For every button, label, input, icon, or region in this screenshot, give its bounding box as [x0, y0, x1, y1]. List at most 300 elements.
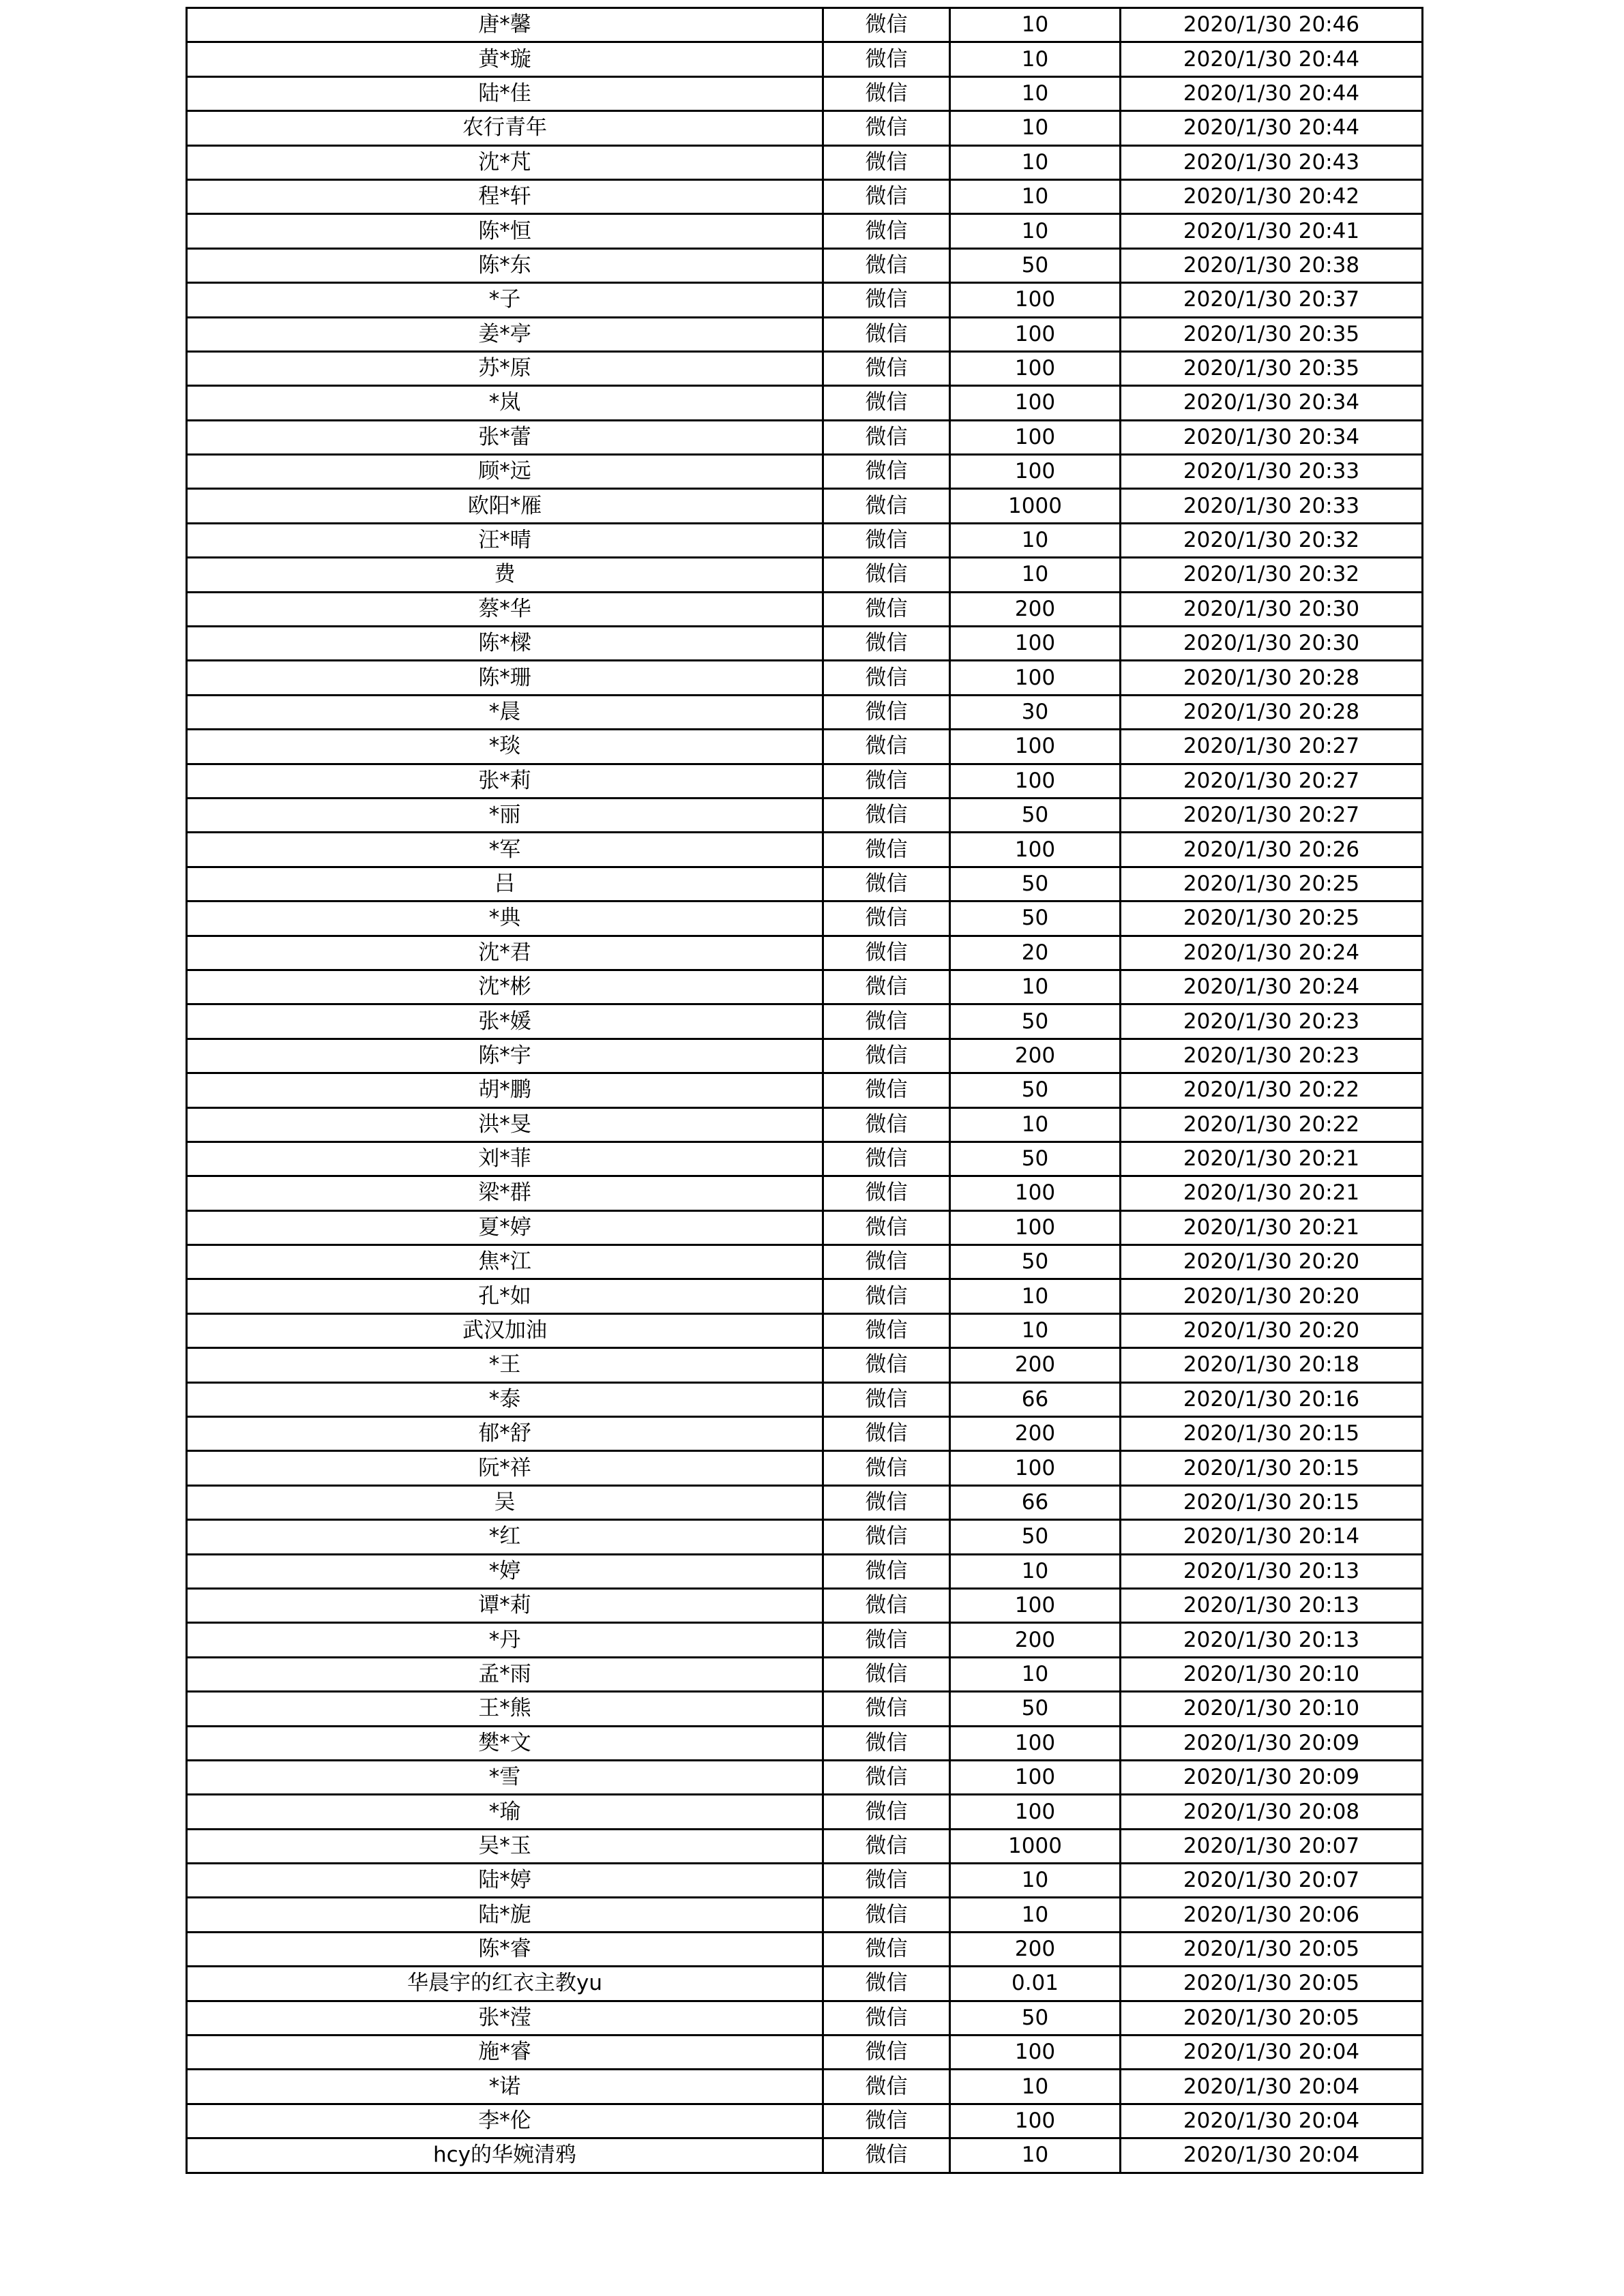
timestamp-cell: 2020/1/30 20:27 [1121, 764, 1423, 798]
amount-cell: 100 [950, 1726, 1121, 1760]
amount-cell: 200 [950, 1348, 1121, 1382]
payment-method-cell: 微信 [823, 1451, 950, 1485]
payment-method-cell: 微信 [823, 901, 950, 936]
donor-name-cell: 程*轩 [187, 179, 823, 213]
amount-cell: 10 [950, 970, 1121, 1004]
payment-method-cell: 微信 [823, 1520, 950, 1554]
table-row [187, 1898, 1423, 1932]
table-row [187, 1657, 1423, 1691]
timestamp-cell: 2020/1/30 20:32 [1121, 523, 1423, 557]
table-row [187, 1623, 1423, 1657]
amount-cell: 100 [950, 386, 1121, 420]
donor-name-cell: 陈*宇 [187, 1039, 823, 1073]
amount-cell: 10 [950, 1657, 1121, 1691]
donor-name-cell: 张*莉 [187, 764, 823, 798]
donor-name-cell: *丹 [187, 1623, 823, 1657]
amount-cell: 50 [950, 1245, 1121, 1279]
donor-name-cell: 沈*君 [187, 936, 823, 970]
timestamp-cell: 2020/1/30 20:22 [1121, 1107, 1423, 1142]
payment-method-cell: 微信 [823, 1313, 950, 1347]
donor-name-cell: 吴 [187, 1485, 823, 1519]
timestamp-cell: 2020/1/30 20:25 [1121, 901, 1423, 936]
amount-cell: 200 [950, 1932, 1121, 1966]
donor-name-cell: 谭*莉 [187, 1588, 823, 1622]
payment-method-cell: 微信 [823, 2070, 950, 2104]
timestamp-cell: 2020/1/30 20:14 [1121, 1520, 1423, 1554]
amount-cell: 20 [950, 936, 1121, 970]
timestamp-cell: 2020/1/30 20:04 [1121, 2036, 1423, 2070]
table-row [187, 489, 1423, 523]
donor-name-cell: 夏*婷 [187, 1210, 823, 1244]
table-row [187, 970, 1423, 1004]
amount-cell: 10 [950, 76, 1121, 110]
timestamp-cell: 2020/1/30 20:22 [1121, 1073, 1423, 1107]
amount-cell: 100 [950, 283, 1121, 317]
payment-method-cell: 微信 [823, 317, 950, 351]
table-row [187, 695, 1423, 729]
amount-cell: 10 [950, 1279, 1121, 1313]
table-row [187, 1829, 1423, 1863]
timestamp-cell: 2020/1/30 20:21 [1121, 1142, 1423, 1176]
payment-method-cell: 微信 [823, 1967, 950, 2001]
donor-name-cell: 阮*祥 [187, 1451, 823, 1485]
table-row [187, 1210, 1423, 1244]
payment-method-cell: 微信 [823, 1864, 950, 1898]
timestamp-cell: 2020/1/30 20:27 [1121, 798, 1423, 832]
amount-cell: 200 [950, 1039, 1121, 1073]
donor-name-cell: hcy的华婉清鸦 [187, 2138, 823, 2173]
table-row [187, 1760, 1423, 1794]
amount-cell: 50 [950, 867, 1121, 901]
table-row [187, 351, 1423, 385]
timestamp-cell: 2020/1/30 20:33 [1121, 455, 1423, 489]
amount-cell: 100 [950, 351, 1121, 385]
donor-name-cell: 陆*婷 [187, 1864, 823, 1898]
payment-method-cell: 微信 [823, 42, 950, 76]
amount-cell: 10 [950, 111, 1121, 145]
amount-cell: 66 [950, 1485, 1121, 1519]
payment-method-cell: 微信 [823, 970, 950, 1004]
table-row [187, 1382, 1423, 1416]
amount-cell: 200 [950, 592, 1121, 626]
donor-name-cell: 孔*如 [187, 1279, 823, 1313]
timestamp-cell: 2020/1/30 20:42 [1121, 179, 1423, 213]
payment-method-cell: 微信 [823, 1142, 950, 1176]
table-row [187, 1864, 1423, 1898]
timestamp-cell: 2020/1/30 20:43 [1121, 145, 1423, 179]
amount-cell: 200 [950, 1417, 1121, 1451]
donor-name-cell: *王 [187, 1348, 823, 1382]
payment-method-cell: 微信 [823, 351, 950, 385]
payment-method-cell: 微信 [823, 1245, 950, 1279]
table-row [187, 1795, 1423, 1829]
table-row [187, 214, 1423, 248]
payment-method-cell: 微信 [823, 1004, 950, 1039]
timestamp-cell: 2020/1/30 20:05 [1121, 1967, 1423, 2001]
payment-method-cell: 微信 [823, 2001, 950, 2035]
donor-name-cell: *瑜 [187, 1795, 823, 1829]
donor-name-cell: 苏*原 [187, 351, 823, 385]
donor-name-cell: 焦*江 [187, 1245, 823, 1279]
payment-method-cell: 微信 [823, 627, 950, 661]
table-row [187, 936, 1423, 970]
donor-name-cell: 李*伦 [187, 2104, 823, 2138]
amount-cell: 1000 [950, 489, 1121, 523]
table-row [187, 386, 1423, 420]
amount-cell: 200 [950, 1623, 1121, 1657]
table-row [187, 1313, 1423, 1347]
donor-name-cell: *诺 [187, 2070, 823, 2104]
timestamp-cell: 2020/1/30 20:34 [1121, 420, 1423, 454]
amount-cell: 100 [950, 2104, 1121, 2138]
timestamp-cell: 2020/1/30 20:04 [1121, 2138, 1423, 2173]
table-row [187, 283, 1423, 317]
timestamp-cell: 2020/1/30 20:44 [1121, 42, 1423, 76]
timestamp-cell: 2020/1/30 20:09 [1121, 1760, 1423, 1794]
donor-name-cell: 费 [187, 558, 823, 592]
timestamp-cell: 2020/1/30 20:15 [1121, 1485, 1423, 1519]
table-row [187, 901, 1423, 936]
timestamp-cell: 2020/1/30 20:09 [1121, 1726, 1423, 1760]
payment-method-cell: 微信 [823, 1829, 950, 1863]
timestamp-cell: 2020/1/30 20:15 [1121, 1451, 1423, 1485]
table-row [187, 76, 1423, 110]
timestamp-cell: 2020/1/30 20:26 [1121, 833, 1423, 867]
timestamp-cell: 2020/1/30 20:07 [1121, 1829, 1423, 1863]
amount-cell: 10 [950, 2138, 1121, 2173]
payment-method-cell: 微信 [823, 936, 950, 970]
donor-name-cell: *琰 [187, 730, 823, 764]
amount-cell: 1000 [950, 1829, 1121, 1863]
table-row [187, 833, 1423, 867]
timestamp-cell: 2020/1/30 20:27 [1121, 730, 1423, 764]
donor-name-cell: 黄*璇 [187, 42, 823, 76]
donor-name-cell: 陆*旎 [187, 1898, 823, 1932]
payment-method-cell: 微信 [823, 1760, 950, 1794]
table-row [187, 592, 1423, 626]
donor-name-cell: 沈*彬 [187, 970, 823, 1004]
table-row [187, 2138, 1423, 2173]
donor-name-cell: 陈*樑 [187, 627, 823, 661]
donor-name-cell: 施*睿 [187, 2036, 823, 2070]
amount-cell: 0.01 [950, 1967, 1121, 2001]
timestamp-cell: 2020/1/30 20:34 [1121, 386, 1423, 420]
amount-cell: 30 [950, 695, 1121, 729]
donor-name-cell: *婷 [187, 1554, 823, 1588]
payment-method-cell: 微信 [823, 1898, 950, 1932]
amount-cell: 10 [950, 145, 1121, 179]
timestamp-cell: 2020/1/30 20:10 [1121, 1692, 1423, 1726]
donor-name-cell: *军 [187, 833, 823, 867]
payment-method-cell: 微信 [823, 1795, 950, 1829]
donor-name-cell: 顾*远 [187, 455, 823, 489]
payment-method-cell: 微信 [823, 145, 950, 179]
payment-method-cell: 微信 [823, 420, 950, 454]
donor-name-cell: 欧阳*雁 [187, 489, 823, 523]
timestamp-cell: 2020/1/30 20:33 [1121, 489, 1423, 523]
payment-method-cell: 微信 [823, 558, 950, 592]
payment-method-cell: 微信 [823, 1692, 950, 1726]
table-row [187, 1245, 1423, 1279]
donor-name-cell: *典 [187, 901, 823, 936]
timestamp-cell: 2020/1/30 20:25 [1121, 867, 1423, 901]
timestamp-cell: 2020/1/30 20:18 [1121, 1348, 1423, 1382]
donor-name-cell: 陈*珊 [187, 661, 823, 695]
table-row [187, 1588, 1423, 1622]
timestamp-cell: 2020/1/30 20:04 [1121, 2070, 1423, 2104]
timestamp-cell: 2020/1/30 20:10 [1121, 1657, 1423, 1691]
timestamp-cell: 2020/1/30 20:13 [1121, 1588, 1423, 1622]
payment-method-cell: 微信 [823, 111, 950, 145]
donor-name-cell: 姜*亭 [187, 317, 823, 351]
donor-name-cell: 武汉加油 [187, 1313, 823, 1347]
table-row [187, 145, 1423, 179]
donor-name-cell: *子 [187, 283, 823, 317]
payment-method-cell: 微信 [823, 386, 950, 420]
payment-method-cell: 微信 [823, 798, 950, 832]
table-row [187, 179, 1423, 213]
amount-cell: 100 [950, 1176, 1121, 1210]
payment-method-cell: 微信 [823, 1657, 950, 1691]
payment-method-cell: 微信 [823, 695, 950, 729]
payment-method-cell: 微信 [823, 1039, 950, 1073]
table-row [187, 2036, 1423, 2070]
timestamp-cell: 2020/1/30 20:21 [1121, 1176, 1423, 1210]
donor-name-cell: 农行青年 [187, 111, 823, 145]
timestamp-cell: 2020/1/30 20:24 [1121, 936, 1423, 970]
amount-cell: 10 [950, 1898, 1121, 1932]
timestamp-cell: 2020/1/30 20:44 [1121, 76, 1423, 110]
amount-cell: 100 [950, 455, 1121, 489]
timestamp-cell: 2020/1/30 20:24 [1121, 970, 1423, 1004]
timestamp-cell: 2020/1/30 20:35 [1121, 317, 1423, 351]
table-row [187, 8, 1423, 42]
donor-name-cell: 孟*雨 [187, 1657, 823, 1691]
table-body [187, 8, 1423, 2173]
amount-cell: 50 [950, 1520, 1121, 1554]
payment-method-cell: 微信 [823, 1623, 950, 1657]
payment-method-cell: 微信 [823, 283, 950, 317]
amount-cell: 10 [950, 2070, 1121, 2104]
payment-method-cell: 微信 [823, 592, 950, 626]
table-row [187, 1279, 1423, 1313]
amount-cell: 100 [950, 1795, 1121, 1829]
amount-cell: 50 [950, 798, 1121, 832]
payment-method-cell: 微信 [823, 867, 950, 901]
amount-cell: 50 [950, 1073, 1121, 1107]
donor-name-cell: 汪*晴 [187, 523, 823, 557]
donor-name-cell: 郁*舒 [187, 1417, 823, 1451]
table-row [187, 1485, 1423, 1519]
timestamp-cell: 2020/1/30 20:44 [1121, 111, 1423, 145]
timestamp-cell: 2020/1/30 20:20 [1121, 1279, 1423, 1313]
donor-name-cell: 梁*群 [187, 1176, 823, 1210]
amount-cell: 50 [950, 248, 1121, 282]
amount-cell: 10 [950, 1313, 1121, 1347]
payment-method-cell: 微信 [823, 764, 950, 798]
table-row [187, 1520, 1423, 1554]
donor-name-cell: 王*熊 [187, 1692, 823, 1726]
payment-method-cell: 微信 [823, 214, 950, 248]
payment-method-cell: 微信 [823, 1932, 950, 1966]
donor-name-cell: 胡*鹏 [187, 1073, 823, 1107]
timestamp-cell: 2020/1/30 20:15 [1121, 1417, 1423, 1451]
amount-cell: 10 [950, 523, 1121, 557]
timestamp-cell: 2020/1/30 20:13 [1121, 1623, 1423, 1657]
payment-method-cell: 微信 [823, 1210, 950, 1244]
table-row [187, 1348, 1423, 1382]
table-row [187, 627, 1423, 661]
donor-name-cell: 陈*恒 [187, 214, 823, 248]
amount-cell: 100 [950, 1210, 1121, 1244]
payment-method-cell: 微信 [823, 489, 950, 523]
table-row [187, 764, 1423, 798]
timestamp-cell: 2020/1/30 20:13 [1121, 1554, 1423, 1588]
amount-cell: 10 [950, 214, 1121, 248]
timestamp-cell: 2020/1/30 20:37 [1121, 283, 1423, 317]
amount-cell: 100 [950, 1588, 1121, 1622]
payment-method-cell: 微信 [823, 2036, 950, 2070]
amount-cell: 100 [950, 1760, 1121, 1794]
amount-cell: 66 [950, 1382, 1121, 1416]
payment-method-cell: 微信 [823, 1726, 950, 1760]
table-row [187, 523, 1423, 557]
donor-name-cell: *泰 [187, 1382, 823, 1416]
table-row [187, 1142, 1423, 1176]
payment-method-cell: 微信 [823, 455, 950, 489]
payment-method-cell: 微信 [823, 730, 950, 764]
amount-cell: 100 [950, 730, 1121, 764]
payment-method-cell: 微信 [823, 1485, 950, 1519]
timestamp-cell: 2020/1/30 20:38 [1121, 248, 1423, 282]
payment-method-cell: 微信 [823, 8, 950, 42]
payment-method-cell: 微信 [823, 1588, 950, 1622]
table-row [187, 1451, 1423, 1485]
timestamp-cell: 2020/1/30 20:06 [1121, 1898, 1423, 1932]
amount-cell: 100 [950, 317, 1121, 351]
timestamp-cell: 2020/1/30 20:20 [1121, 1245, 1423, 1279]
table-row [187, 1554, 1423, 1588]
table-row [187, 1107, 1423, 1142]
table-row [187, 1967, 1423, 2001]
table-row [187, 317, 1423, 351]
donor-name-cell: 樊*文 [187, 1726, 823, 1760]
table-row [187, 1692, 1423, 1726]
donation-table [186, 7, 1423, 2174]
payment-method-cell: 微信 [823, 2104, 950, 2138]
table-row [187, 2104, 1423, 2138]
amount-cell: 10 [950, 558, 1121, 592]
table-row [187, 1726, 1423, 1760]
donor-name-cell: 唐*馨 [187, 8, 823, 42]
donor-name-cell: 张*滢 [187, 2001, 823, 2035]
payment-method-cell: 微信 [823, 1554, 950, 1588]
donor-name-cell: 陈*东 [187, 248, 823, 282]
timestamp-cell: 2020/1/30 20:30 [1121, 592, 1423, 626]
donor-name-cell: *丽 [187, 798, 823, 832]
amount-cell: 100 [950, 764, 1121, 798]
timestamp-cell: 2020/1/30 20:20 [1121, 1313, 1423, 1347]
donor-name-cell: *岚 [187, 386, 823, 420]
payment-method-cell: 微信 [823, 2138, 950, 2173]
timestamp-cell: 2020/1/30 20:32 [1121, 558, 1423, 592]
timestamp-cell: 2020/1/30 20:28 [1121, 695, 1423, 729]
table-row [187, 558, 1423, 592]
amount-cell: 10 [950, 179, 1121, 213]
table-row [187, 1932, 1423, 1966]
donor-name-cell: 蔡*华 [187, 592, 823, 626]
timestamp-cell: 2020/1/30 20:23 [1121, 1039, 1423, 1073]
timestamp-cell: 2020/1/30 20:28 [1121, 661, 1423, 695]
donor-name-cell: 张*蕾 [187, 420, 823, 454]
table-row [187, 661, 1423, 695]
table-row [187, 2001, 1423, 2035]
timestamp-cell: 2020/1/30 20:04 [1121, 2104, 1423, 2138]
timestamp-cell: 2020/1/30 20:21 [1121, 1210, 1423, 1244]
table-row [187, 1004, 1423, 1039]
table-row [187, 248, 1423, 282]
payment-method-cell: 微信 [823, 833, 950, 867]
donor-name-cell: 洪*旻 [187, 1107, 823, 1142]
table-row [187, 111, 1423, 145]
amount-cell: 100 [950, 833, 1121, 867]
payment-method-cell: 微信 [823, 248, 950, 282]
amount-cell: 50 [950, 1004, 1121, 1039]
donor-name-cell: *红 [187, 1520, 823, 1554]
payment-method-cell: 微信 [823, 1107, 950, 1142]
amount-cell: 100 [950, 420, 1121, 454]
timestamp-cell: 2020/1/30 20:46 [1121, 8, 1423, 42]
amount-cell: 100 [950, 2036, 1121, 2070]
timestamp-cell: 2020/1/30 20:41 [1121, 214, 1423, 248]
donor-name-cell: 陈*睿 [187, 1932, 823, 1966]
payment-method-cell: 微信 [823, 1279, 950, 1313]
amount-cell: 50 [950, 1142, 1121, 1176]
donor-name-cell: 华晨宇的红衣主教yu [187, 1967, 823, 2001]
donor-name-cell: *晨 [187, 695, 823, 729]
table-row [187, 420, 1423, 454]
payment-method-cell: 微信 [823, 1176, 950, 1210]
timestamp-cell: 2020/1/30 20:08 [1121, 1795, 1423, 1829]
table-row [187, 798, 1423, 832]
donor-name-cell: 张*媛 [187, 1004, 823, 1039]
amount-cell: 10 [950, 1554, 1121, 1588]
amount-cell: 10 [950, 1107, 1121, 1142]
payment-method-cell: 微信 [823, 1073, 950, 1107]
timestamp-cell: 2020/1/30 20:16 [1121, 1382, 1423, 1416]
table-row [187, 867, 1423, 901]
timestamp-cell: 2020/1/30 20:07 [1121, 1864, 1423, 1898]
amount-cell: 10 [950, 8, 1121, 42]
donor-name-cell: 吴*玉 [187, 1829, 823, 1863]
timestamp-cell: 2020/1/30 20:35 [1121, 351, 1423, 385]
amount-cell: 100 [950, 1451, 1121, 1485]
payment-method-cell: 微信 [823, 76, 950, 110]
table-row [187, 1039, 1423, 1073]
donor-name-cell: *雪 [187, 1760, 823, 1794]
timestamp-cell: 2020/1/30 20:05 [1121, 1932, 1423, 1966]
table-row [187, 1176, 1423, 1210]
donor-name-cell: 陆*佳 [187, 76, 823, 110]
amount-cell: 10 [950, 42, 1121, 76]
payment-method-cell: 微信 [823, 1382, 950, 1416]
payment-method-cell: 微信 [823, 661, 950, 695]
timestamp-cell: 2020/1/30 20:05 [1121, 2001, 1423, 2035]
table-row [187, 455, 1423, 489]
amount-cell: 100 [950, 627, 1121, 661]
donor-name-cell: 沈*芃 [187, 145, 823, 179]
donor-name-cell: 吕 [187, 867, 823, 901]
